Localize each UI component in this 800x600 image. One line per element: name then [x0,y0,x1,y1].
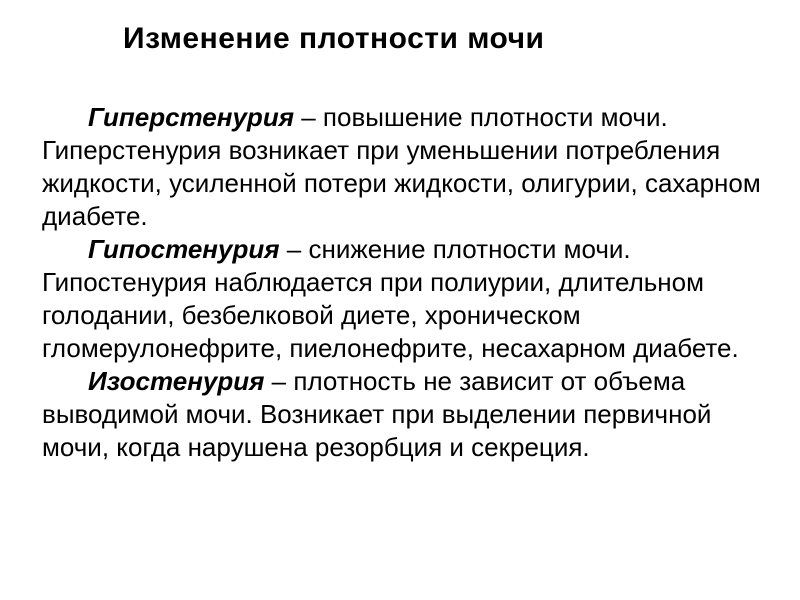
paragraph-isosthenuria-text: – плотность не зависит от объема выводимой мочи. Возникает при выделении первичной мочи, когда нарушена резорбция и секреция. [42,366,712,462]
paragraph-hypersthenuria [42,101,762,233]
paragraph-hyposthenuria [42,233,762,365]
term-hypersthenuria: Гиперстенурия [88,102,295,132]
paragraph-hyposthenuria-text: – снижение плотности мочи. Гипостенурия наблюдается при полиурии, длительном голодании, безбелковой диете, хроническом гломерулонефрите, пиелонефрите, несахарном диабете. [42,234,739,363]
slide-body [42,101,762,464]
paragraph-hypersthenuria-text: – повышение плотности мочи. Гиперстенурия возникает при уменьшении потребления жидкости, усиленной потери жидкости, олигурии, сахарном диабете. [42,102,761,231]
paragraph-isosthenuria [42,365,762,464]
term-hyposthenuria: Гипостенурия [88,234,280,264]
term-isosthenuria: Изостенурия [88,366,265,396]
slide-title: Изменение плотности мочи [123,22,545,55]
